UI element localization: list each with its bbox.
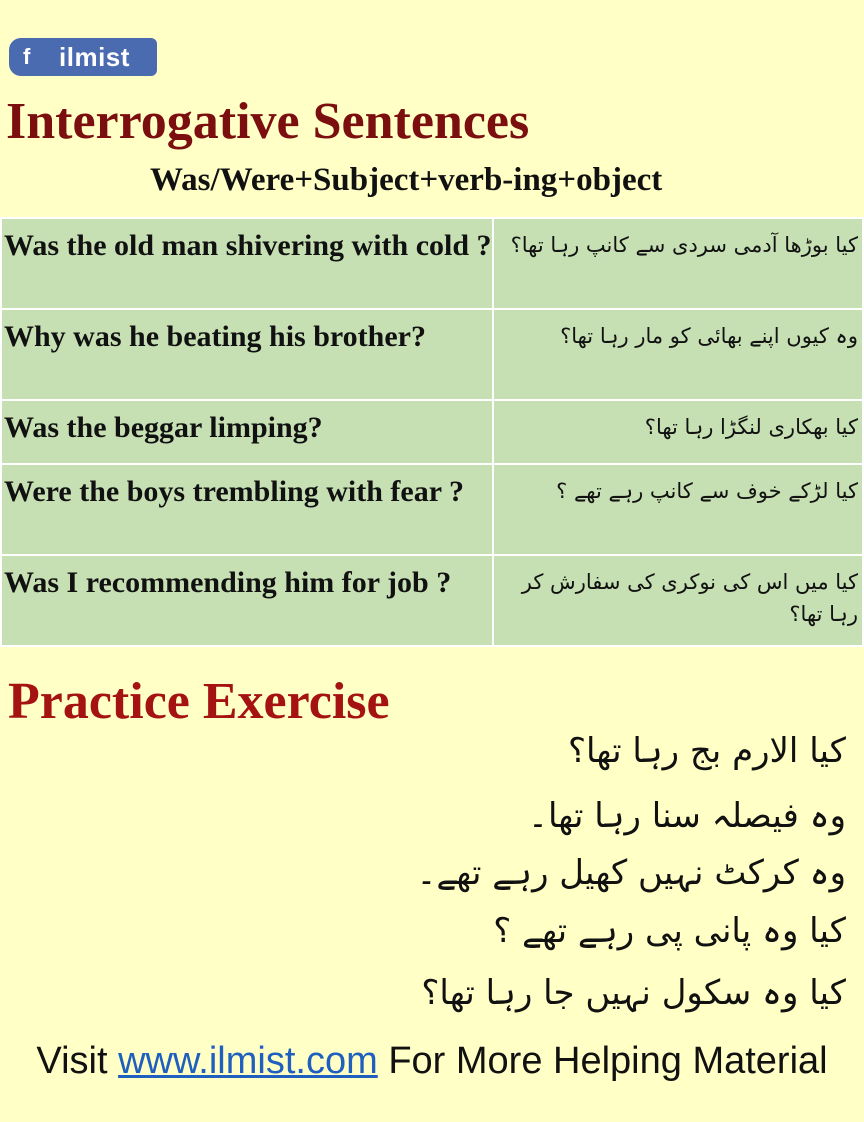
urdu-sentence: کیا میں اس کی نوکری کی سفارش کر رہا تھا؟: [493, 555, 863, 646]
facebook-badge[interactable]: [9, 38, 157, 76]
urdu-sentence: کیا لڑکے خوف سے کانپ رہے تھے ؟: [493, 464, 863, 555]
urdu-sentence: وہ کیوں اپنے بھائی کو مار رہا تھا؟: [493, 309, 863, 400]
english-sentence: Was the old man shivering with cold ?: [1, 218, 493, 309]
practice-item: کیا وہ سکول نہیں جا رہا تھا؟: [421, 973, 846, 1013]
practice-item: کیا الارم بج رہا تھا؟: [568, 731, 846, 771]
footer-visit: Visit: [36, 1040, 108, 1082]
practice-item: وہ کرکٹ نہیں کھیل رہے تھے۔: [416, 853, 846, 893]
table-row: [1, 555, 863, 646]
practice-item: وہ فیصلہ سنا رہا تھا۔: [528, 796, 846, 836]
urdu-sentence: کیا بوڑھا آدمی سردی سے کانپ رہا تھا؟: [493, 218, 863, 309]
badge-label: ilmist: [59, 41, 130, 72]
practice-item: کیا وہ پانی پی رہے تھے ؟: [493, 911, 846, 951]
facebook-icon: f: [23, 44, 31, 69]
english-sentence: Was the beggar limping?: [1, 400, 493, 464]
table-row: [1, 309, 863, 400]
page-title: Interrogative Sentences: [6, 93, 530, 150]
footer-tagline: For More Helping Material: [388, 1040, 828, 1082]
english-sentence: Why was he beating his brother?: [1, 309, 493, 400]
footer: [0, 1040, 864, 1083]
sentences-table: [0, 217, 864, 647]
english-sentence: Were the boys trembling with fear ?: [1, 464, 493, 555]
formula-subtitle: Was/Were+Subject+verb-ing+object: [150, 162, 663, 198]
table-row: [1, 464, 863, 555]
table-row: [1, 400, 863, 464]
table-row: [1, 218, 863, 309]
urdu-sentence: کیا بھکاری لنگڑا رہا تھا؟: [493, 400, 863, 464]
website-link[interactable]: www.ilmist.com: [118, 1040, 378, 1082]
english-sentence: Was I recommending him for job ?: [1, 555, 493, 646]
practice-heading: Practice Exercise: [8, 673, 390, 730]
